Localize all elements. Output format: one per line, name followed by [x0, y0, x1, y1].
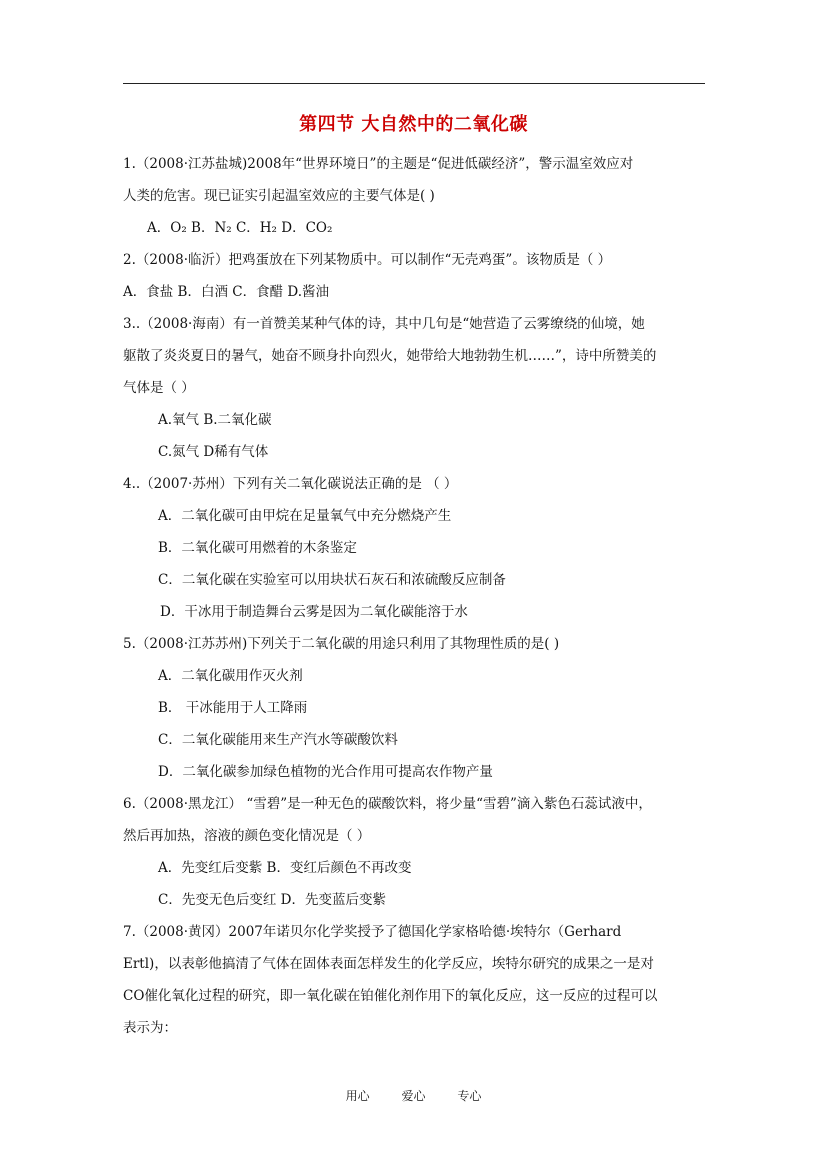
header-rule [123, 83, 705, 84]
document-body [123, 148, 713, 1044]
option-line: A.氧气 B.二氧化碳 [158, 412, 272, 428]
page-title: 第四节 大自然中的二氧化碳 [299, 114, 528, 135]
option-line: C．先变无色后变红 D．先变蓝后变紫 [158, 892, 386, 908]
text-line: 6.（2008·黑龙江） “雪碧”是一种无色的碳酸饮料，将少量“雪碧”滴入紫色石蕊试液中， [123, 796, 652, 812]
option-line: A．二氧化碳用作灭火剂 [158, 668, 303, 684]
text-line: 5.（2008·江苏苏州)下列关于二氧化碳的用途只利用了其物理性质的是( ) [123, 636, 560, 652]
option-line: C．二氧化碳在实验室可以用块状石灰石和浓硫酸反应制备 [158, 572, 506, 588]
text-line: 躯散了炎炎夏日的暑气，她奋不顾身扑向烈火，她带给大地勃勃生机……”，诗中所赞美的 [123, 348, 657, 364]
text-line: 气体是（ ） [123, 380, 195, 396]
option-line: A．先变红后变紫 B．变红后颜色不再改变 [158, 860, 412, 876]
text-line: 人类的危害。现已证实引起温室效应的主要气体是( ) [123, 188, 435, 204]
option-line: C．二氧化碳能用来生产汽水等碳酸饮料 [158, 732, 398, 748]
option-line: D．干冰用于制造舞台云雾是因为二氧化碳能溶于水 [160, 604, 468, 620]
option-line: D．二氧化碳参加绿色植物的光合作用可提高农作物产量 [158, 764, 493, 780]
text-line: 2.（2008·临沂）把鸡蛋放在下列某物质中。可以制作“无壳鸡蛋”。该物质是（ ） [123, 252, 612, 268]
option-line: B． 干冰能用于人工降雨 [158, 700, 308, 716]
text-line: CO催化氧化过程的研究，即一氧化碳在铂催化剂作用下的氧化反应，这一反应的过程可以 [123, 988, 658, 1004]
footer-motto-2: 爱心 [401, 1089, 426, 1103]
text-line: 3..（2008·海南）有一首赞美某种气体的诗，其中几句是“她营造了云雾缭绕的仙境，她 [123, 316, 645, 332]
text-line: 然后再加热，溶液的颜色变化情况是（ ） [123, 828, 371, 844]
option-line: A．O₂ B．N₂ C．H₂ D．CO₂ [147, 220, 333, 236]
option-line: B．二氧化碳可用燃着的木条鉴定 [158, 540, 357, 556]
text-line: 1.（2008·江苏盐城)2008年“世界环境日”的主题是“促进低碳经济”，警示温室效应对 [123, 156, 634, 172]
option-line: A．二氧化碳可由甲烷在足量氧气中充分燃烧产生 [158, 508, 452, 524]
option-line: C.氮气 D稀有气体 [158, 444, 269, 460]
page-footer [0, 1087, 827, 1104]
footer-motto-1: 用心 [345, 1089, 370, 1103]
text-line: 表示为： [123, 1020, 177, 1036]
text-line: Ertl)，以表彰他搞清了气体在固体表面怎样发生的化学反应，埃特尔研究的成果之一是对 [123, 956, 654, 972]
text-line: 4..（2007·苏州）下列有关二氧化碳说法正确的是 （ ） [123, 476, 458, 492]
footer-motto-3: 专心 [457, 1089, 482, 1103]
text-line: 7.（2008·黄冈）2007年诺贝尔化学奖授予了德国化学家格哈德·埃特尔（Gerhard [123, 924, 622, 940]
option-line: A．食盐 B．白酒 C．食醋 D.酱油 [123, 284, 330, 300]
